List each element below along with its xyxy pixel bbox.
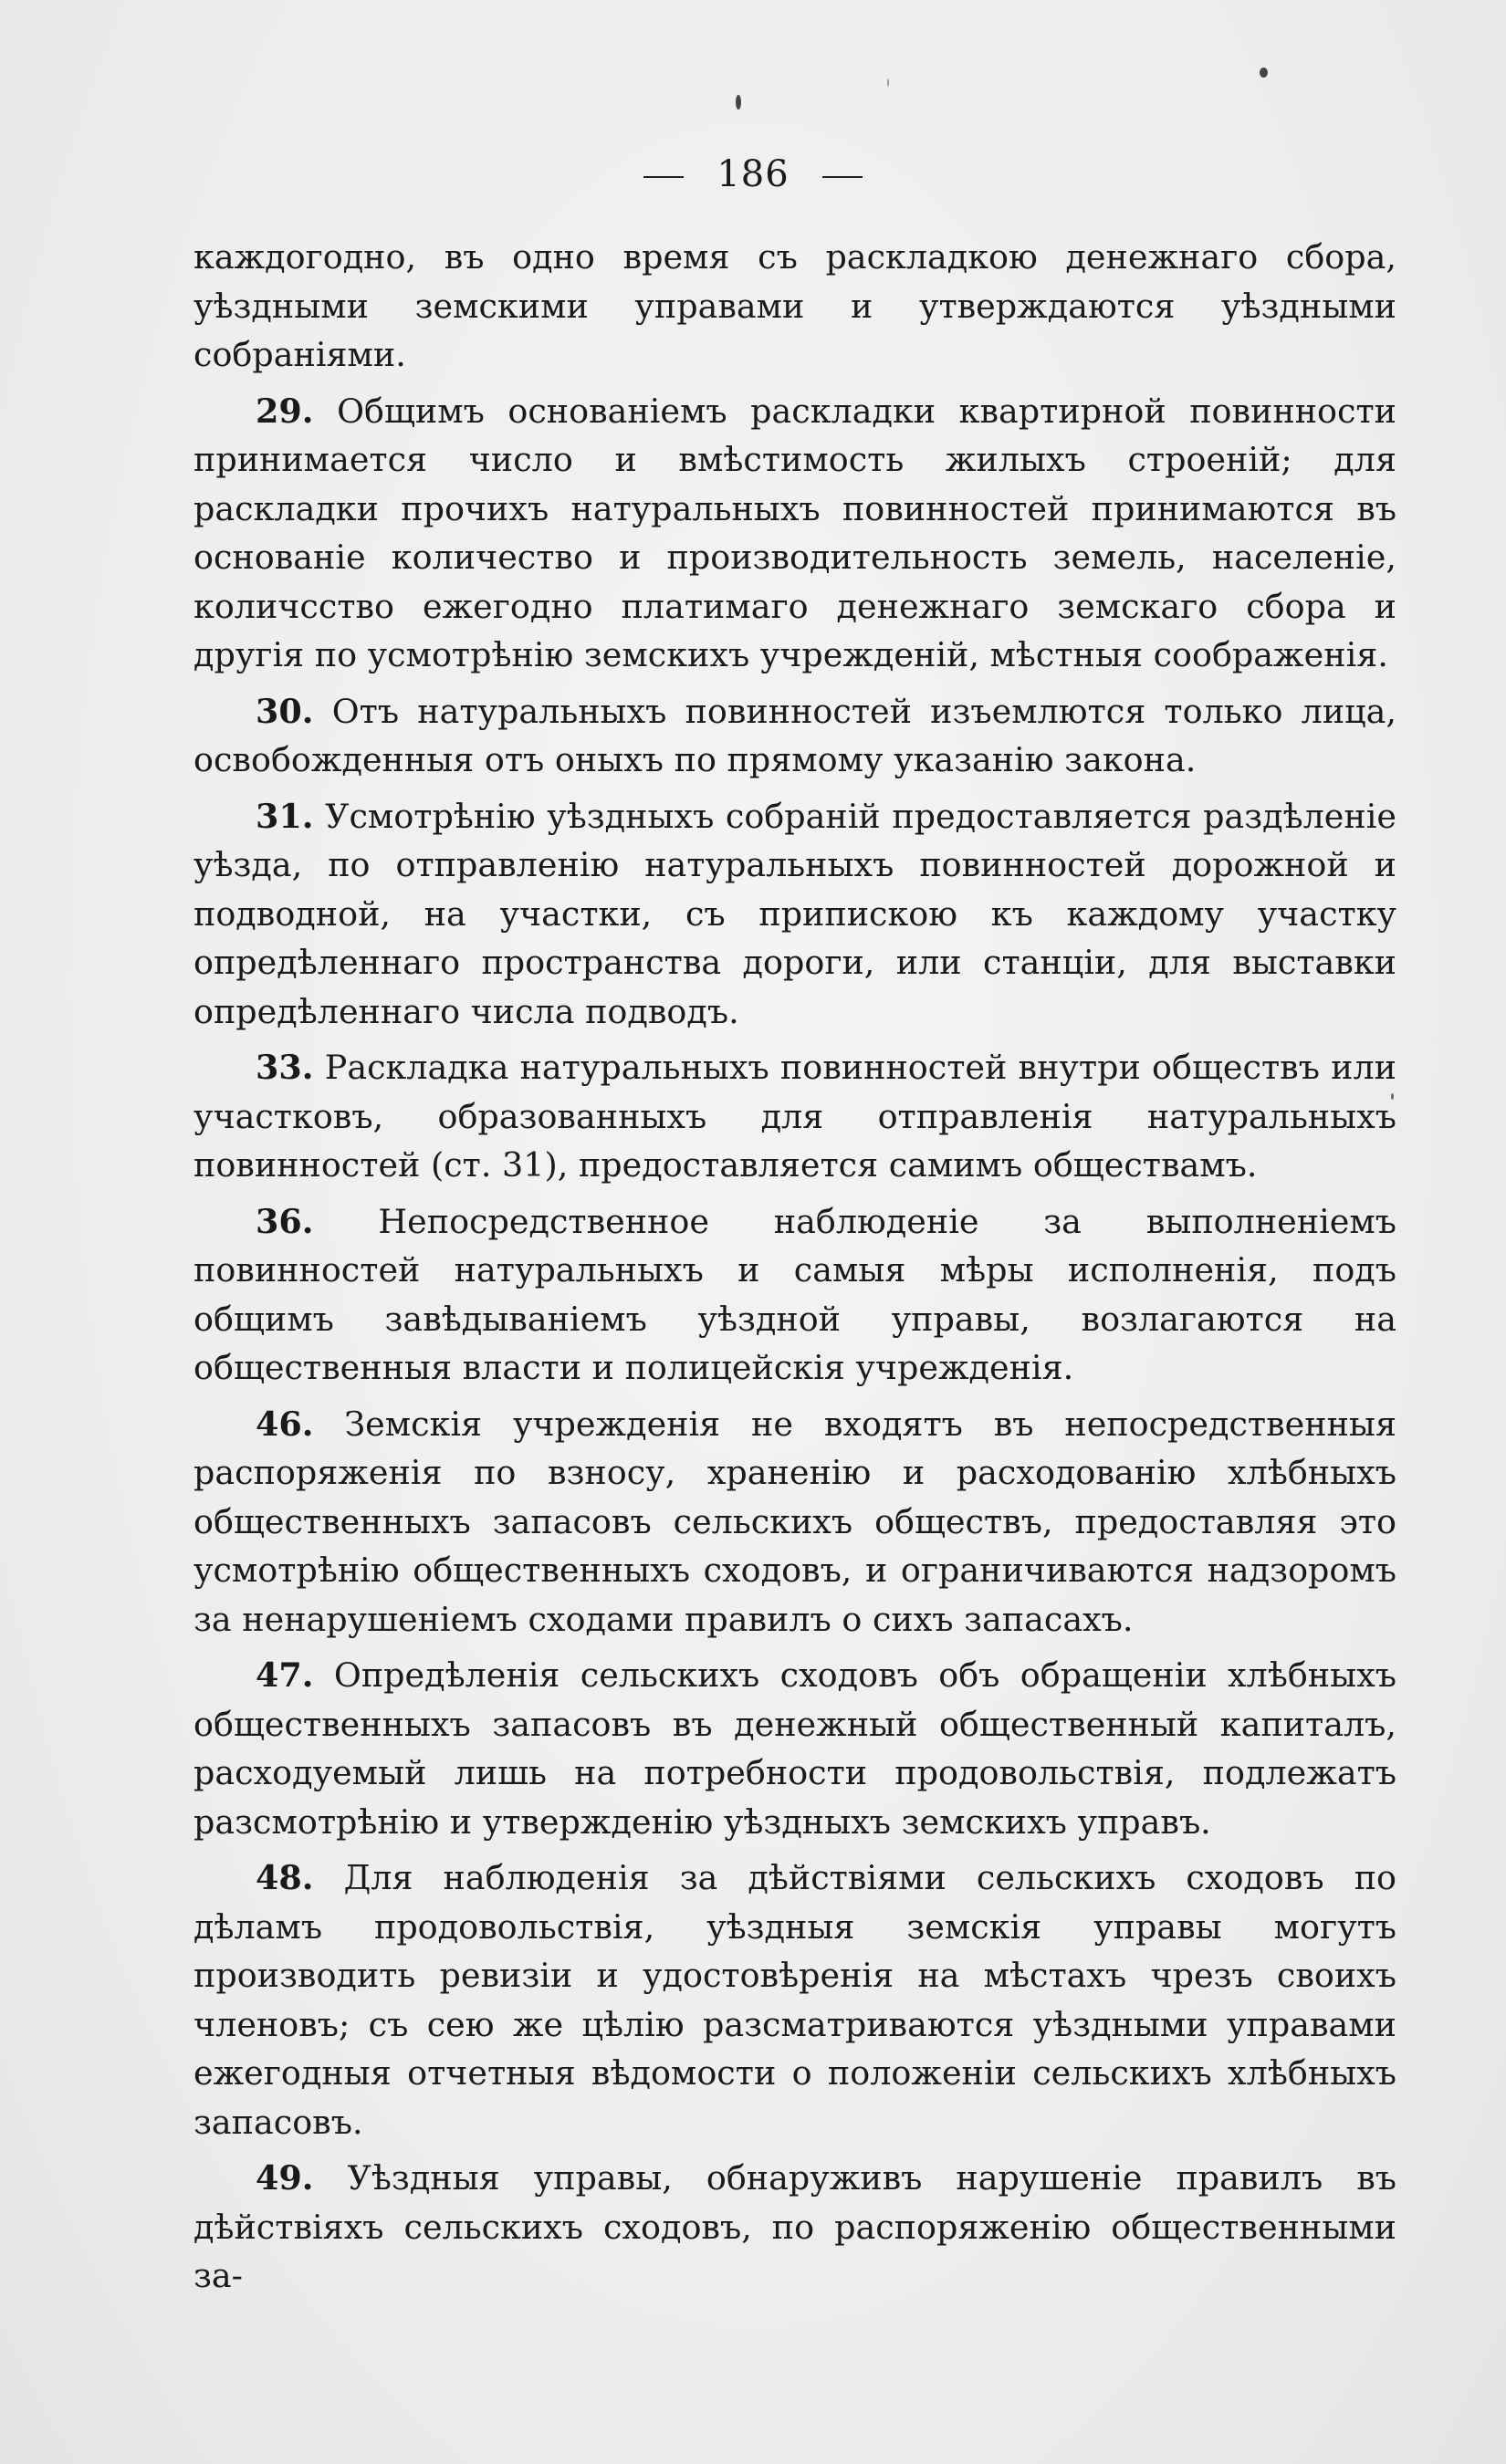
article-47 <box>193 1651 1396 1846</box>
speck <box>887 78 889 87</box>
article-text: Раскладка натуральныхъ повинностей внутри обществъ или участковъ, образованныхъ для отправленія натуральныхъ повинностей (ст. 31), предоставляется самимъ обществамъ. <box>193 1048 1396 1185</box>
article-text: Усмотрѣнію уѣздныхъ собраній предоставляется раздѣленіе уѣзда, по отправленію натуральныхъ повинностей дорожной и подводной, на участки, съ припискою къ каждому участку опредѣленнаго пространства дороги, или станціи, для выставки опредѣленнаго числа подводъ. <box>193 796 1396 1031</box>
article-text: Земскія учрежденія не входятъ въ непосредственныя распоряженія по взносу, храненію и расходованію хлѣбныхъ общественныхъ запасовъ сельскихъ обществъ, предоставляя это усмотрѣнію общественныхъ сходовъ, и ограничиваются надзоромъ за ненарушеніемъ сходами правилъ о сихъ запасахъ. <box>193 1404 1396 1639</box>
article-48 <box>193 1853 1396 2146</box>
article-text: Непосредственное наблюденіе за выполненіемъ повинностей натуральныхъ и самыя мѣры исполненія, подъ общимъ завѣдываніемъ уѣздной управы, возлагаются на общественныя власти и полицейскія учрежденія. <box>193 1201 1396 1387</box>
speck <box>1260 68 1268 78</box>
article-31 <box>193 792 1396 1037</box>
article-text: Отъ натуральныхъ повинностей изъемлются только лица, освобожденныя отъ оныхъ по прямому указанію закона. <box>193 691 1396 779</box>
article-number: 29. <box>256 391 314 431</box>
page-number-value: 186 <box>716 153 790 195</box>
page-number-left-dash <box>643 176 684 178</box>
article-number: 30. <box>256 691 314 731</box>
article-33 <box>193 1043 1396 1190</box>
article-number: 36. <box>256 1201 314 1241</box>
article-49 <box>193 2154 1396 2301</box>
paragraph-text: каждогодно, въ одно время съ раскладкою денежнаго сбора, уѣздными земскими управами и утверждаются уѣздными собраніями. <box>193 237 1396 374</box>
article-36 <box>193 1197 1396 1393</box>
article-number: 49. <box>256 2158 314 2198</box>
article-text: Опредѣленія сельскихъ сходовъ объ обращеніи хлѣбныхъ общественныхъ запасовъ въ денежный общественный капиталъ, расходуемый лишь на потребности продовольствія, подлежатъ разсмотрѣнію и утвержденію уѣздныхъ земскихъ управъ. <box>193 1655 1396 1842</box>
article-text: Общимъ основаніемъ раскладки квартирной повинности принимается число и вмѣстимость жилыхъ строеній; для раскладки прочихъ натуральныхъ повинностей принимаются въ основаніе количество и производительность земель, населеніе, количсство ежегодно платимаго денежнаго земскаго сбора и другія по усмотрѣнію земскихъ учрежденій, мѣстныя соображенія. <box>193 391 1396 674</box>
speck <box>736 95 741 110</box>
page-text <box>193 233 1396 2308</box>
article-number: 46. <box>256 1404 314 1444</box>
page-number-right-dash <box>822 176 863 178</box>
article-46 <box>193 1400 1396 1644</box>
page-number <box>0 153 1506 195</box>
article-number: 33. <box>256 1048 314 1087</box>
paragraph-continuation <box>193 233 1396 380</box>
article-number: 48. <box>256 1858 314 1897</box>
article-30 <box>193 687 1396 785</box>
article-text: Уѣздныя управы, обнаруживъ нарушеніе правилъ въ дѣйствіяхъ сельскихъ сходовъ, по распоряженію общественными за- <box>193 2158 1396 2295</box>
article-29 <box>193 387 1396 680</box>
article-number: 31. <box>256 796 314 836</box>
article-text: Для наблюденія за дѣйствіями сельскихъ сходовъ по дѣламъ продовольствія, уѣздныя земскія управы могутъ производить ревизіи и удостовѣренія на мѣстахъ чрезъ своихъ членовъ; съ сею же цѣлію разсматриваются уѣздными управами ежегодныя отчетныя вѣдомости о положеніи сельскихъ хлѣбныхъ запасовъ. <box>193 1858 1396 2142</box>
article-number: 47. <box>256 1655 314 1695</box>
